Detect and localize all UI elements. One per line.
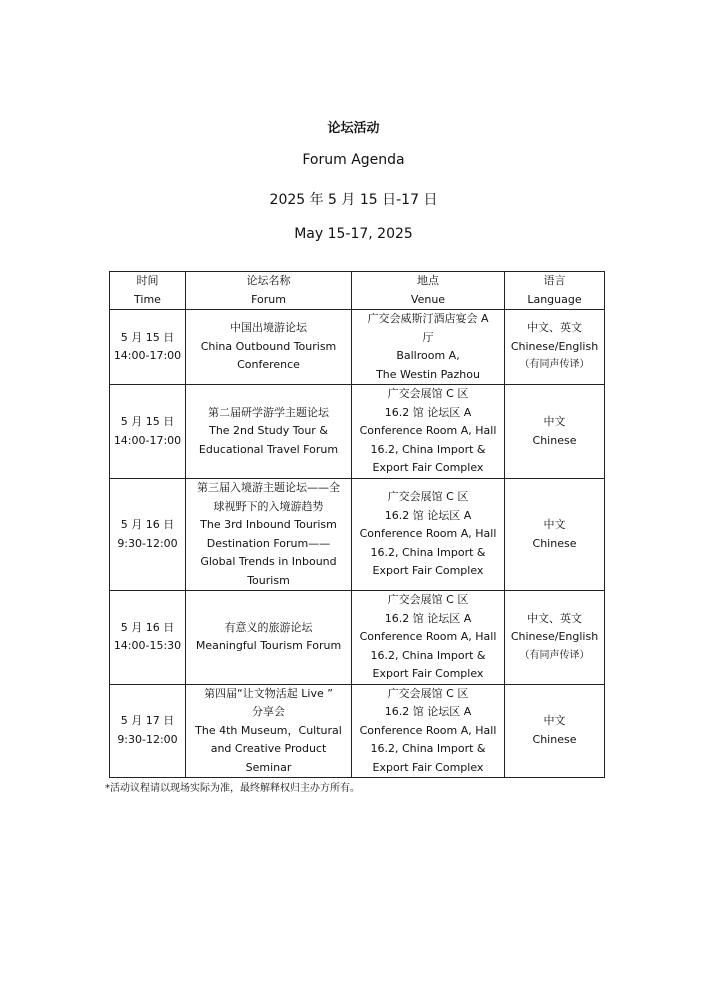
header-cn: 地点 (417, 274, 439, 287)
forum-cell (186, 310, 352, 385)
time-cell (110, 591, 186, 685)
venue-line: The Westin Pazhou (376, 367, 480, 381)
time-text: 9:30-12:00 (117, 536, 178, 550)
venue-line: Conference Room A, Hall (359, 424, 497, 438)
venue-line: 16.2, China Import & (370, 648, 486, 662)
date-text: 5 月 15 日 (120, 415, 175, 428)
forum-line: 第二届研学游学主题论坛 (208, 405, 329, 419)
header-en: Venue (410, 292, 446, 306)
forum-line: Conference (237, 358, 300, 372)
forum-line: Seminar (245, 760, 292, 774)
forum-line: Destination Forum—— (206, 536, 331, 550)
table-row (110, 479, 605, 591)
forum-line: Meaningful Tourism Forum (195, 639, 342, 653)
forum-line: The 4th Museum，Cultural (195, 723, 342, 737)
agenda-table (109, 271, 605, 778)
time-cell (110, 385, 186, 479)
venue-line: 16.2 馆 论坛区 A (384, 705, 472, 718)
venue-line: Conference Room A, Hall (359, 630, 497, 643)
column-header-forum (186, 272, 352, 310)
column-header-venue (352, 272, 505, 310)
table-row (110, 310, 605, 385)
venue-line: 广交会展馆 C 区 (387, 686, 469, 700)
venue-line: 广交会展馆 C 区 (387, 387, 469, 401)
venue-cell (352, 385, 505, 479)
time-text: 14:00-15:30 (113, 639, 182, 653)
forum-line: 有意义的旅游论坛 (224, 620, 313, 634)
language-line: 中文 (543, 518, 566, 531)
venue-line: 广交会展馆 C 区 (387, 593, 469, 606)
language-line: Chinese (532, 732, 577, 746)
header-en: Time (134, 292, 161, 306)
venue-line: 广交会威斯汀酒店宴会 A (367, 312, 489, 325)
forum-cell (186, 684, 352, 778)
time-text: 9:30-12:00 (117, 732, 178, 746)
forum-line: The 2nd Study Tour & (209, 424, 328, 438)
time-cell (110, 479, 186, 591)
venue-line: Ballroom A, (396, 349, 460, 362)
venue-line: Export Fair Complex (372, 564, 484, 578)
page-title-en: Forum Agenda (302, 152, 405, 168)
language-line: （有同声传译） (519, 649, 590, 661)
venue-cell (352, 591, 505, 685)
date-text: 5 月 17 日 (120, 714, 175, 728)
forum-cell (186, 591, 352, 685)
column-header-time (110, 272, 186, 310)
time-text: 14:00-17:00 (113, 433, 182, 447)
header-cn: 时间 (136, 274, 159, 287)
venue-cell (352, 310, 505, 385)
language-line: 中文、英文 (527, 321, 582, 335)
language-line: 中文 (543, 714, 566, 728)
venue-line: 16.2 馆 论坛区 A (384, 508, 472, 522)
language-cell (505, 684, 605, 778)
header-en: Forum (251, 292, 286, 306)
forum-line: 第三届入境游主题论坛——全 (197, 481, 340, 494)
venue-line: Export Fair Complex (372, 667, 484, 680)
forum-line: 第四届“让文物活起 Live ” (204, 686, 333, 700)
venue-cell (352, 479, 505, 591)
forum-line: 球视野下的入境游趋势 (213, 499, 324, 513)
venue-line: 厅 (422, 330, 434, 344)
language-line: Chinese/English (510, 339, 599, 353)
forum-line: Educational Travel Forum (198, 442, 339, 456)
forum-line: China Outbound Tourism (200, 339, 337, 353)
language-line: Chinese (532, 433, 577, 447)
event-date-en: May 15-17, 2025 (294, 226, 413, 242)
forum-line: Tourism (247, 573, 290, 587)
date-text: 5 月 15 日 (120, 330, 175, 344)
venue-line: 16.2 馆 论坛区 A (384, 405, 472, 419)
forum-line: The 3rd Inbound Tourism (200, 518, 337, 531)
forum-line: 中国出境游论坛 (230, 321, 307, 335)
header-cn: 论坛名称 (246, 274, 291, 287)
venue-line: 16.2, China Import & (370, 442, 486, 456)
language-line: 中文、英文 (527, 611, 582, 625)
time-text: 14:00-17:00 (113, 349, 182, 362)
venue-line: 16.2 馆 论坛区 A (384, 611, 472, 625)
venue-line: Export Fair Complex (372, 760, 484, 774)
venue-line: 16.2, China Import & (370, 545, 486, 559)
time-cell (110, 310, 186, 385)
language-line: Chinese (532, 536, 577, 550)
time-cell (110, 684, 186, 778)
language-line: 中文 (543, 415, 566, 428)
table-row (110, 684, 605, 778)
header-cn: 语言 (543, 274, 566, 287)
venue-line: 16.2, China Import & (370, 742, 486, 755)
forum-line: Global Trends in Inbound (200, 555, 337, 568)
language-cell (505, 479, 605, 591)
event-date-cn: 2025 年 5 月 15 日-17 日 (269, 192, 438, 208)
forum-line: and Creative Product (210, 742, 327, 755)
date-text: 5 月 16 日 (120, 518, 175, 531)
venue-line: Conference Room A, Hall (359, 723, 497, 737)
table-row (110, 385, 605, 479)
venue-line: 广交会展馆 C 区 (387, 490, 469, 504)
language-cell (505, 385, 605, 479)
table-header-row (110, 272, 605, 310)
footnote: *活动议程请以现场实际为准，最终解释权归主办方所有。 (105, 783, 360, 794)
language-cell (505, 591, 605, 685)
venue-line: Conference Room A, Hall (359, 527, 497, 541)
venue-cell (352, 684, 505, 778)
forum-cell (186, 479, 352, 591)
header-en: Language (527, 292, 582, 306)
forum-line: 分享会 (252, 705, 285, 718)
column-header-language (505, 272, 605, 310)
page-title-cn: 论坛活动 (327, 121, 380, 136)
venue-line: Export Fair Complex (372, 461, 484, 475)
language-line: Chinese/English (510, 630, 599, 643)
language-line: （有同声传译） (519, 359, 590, 371)
forum-cell (186, 385, 352, 479)
table-row (110, 591, 605, 685)
language-cell (505, 310, 605, 385)
date-text: 5 月 16 日 (120, 620, 175, 634)
